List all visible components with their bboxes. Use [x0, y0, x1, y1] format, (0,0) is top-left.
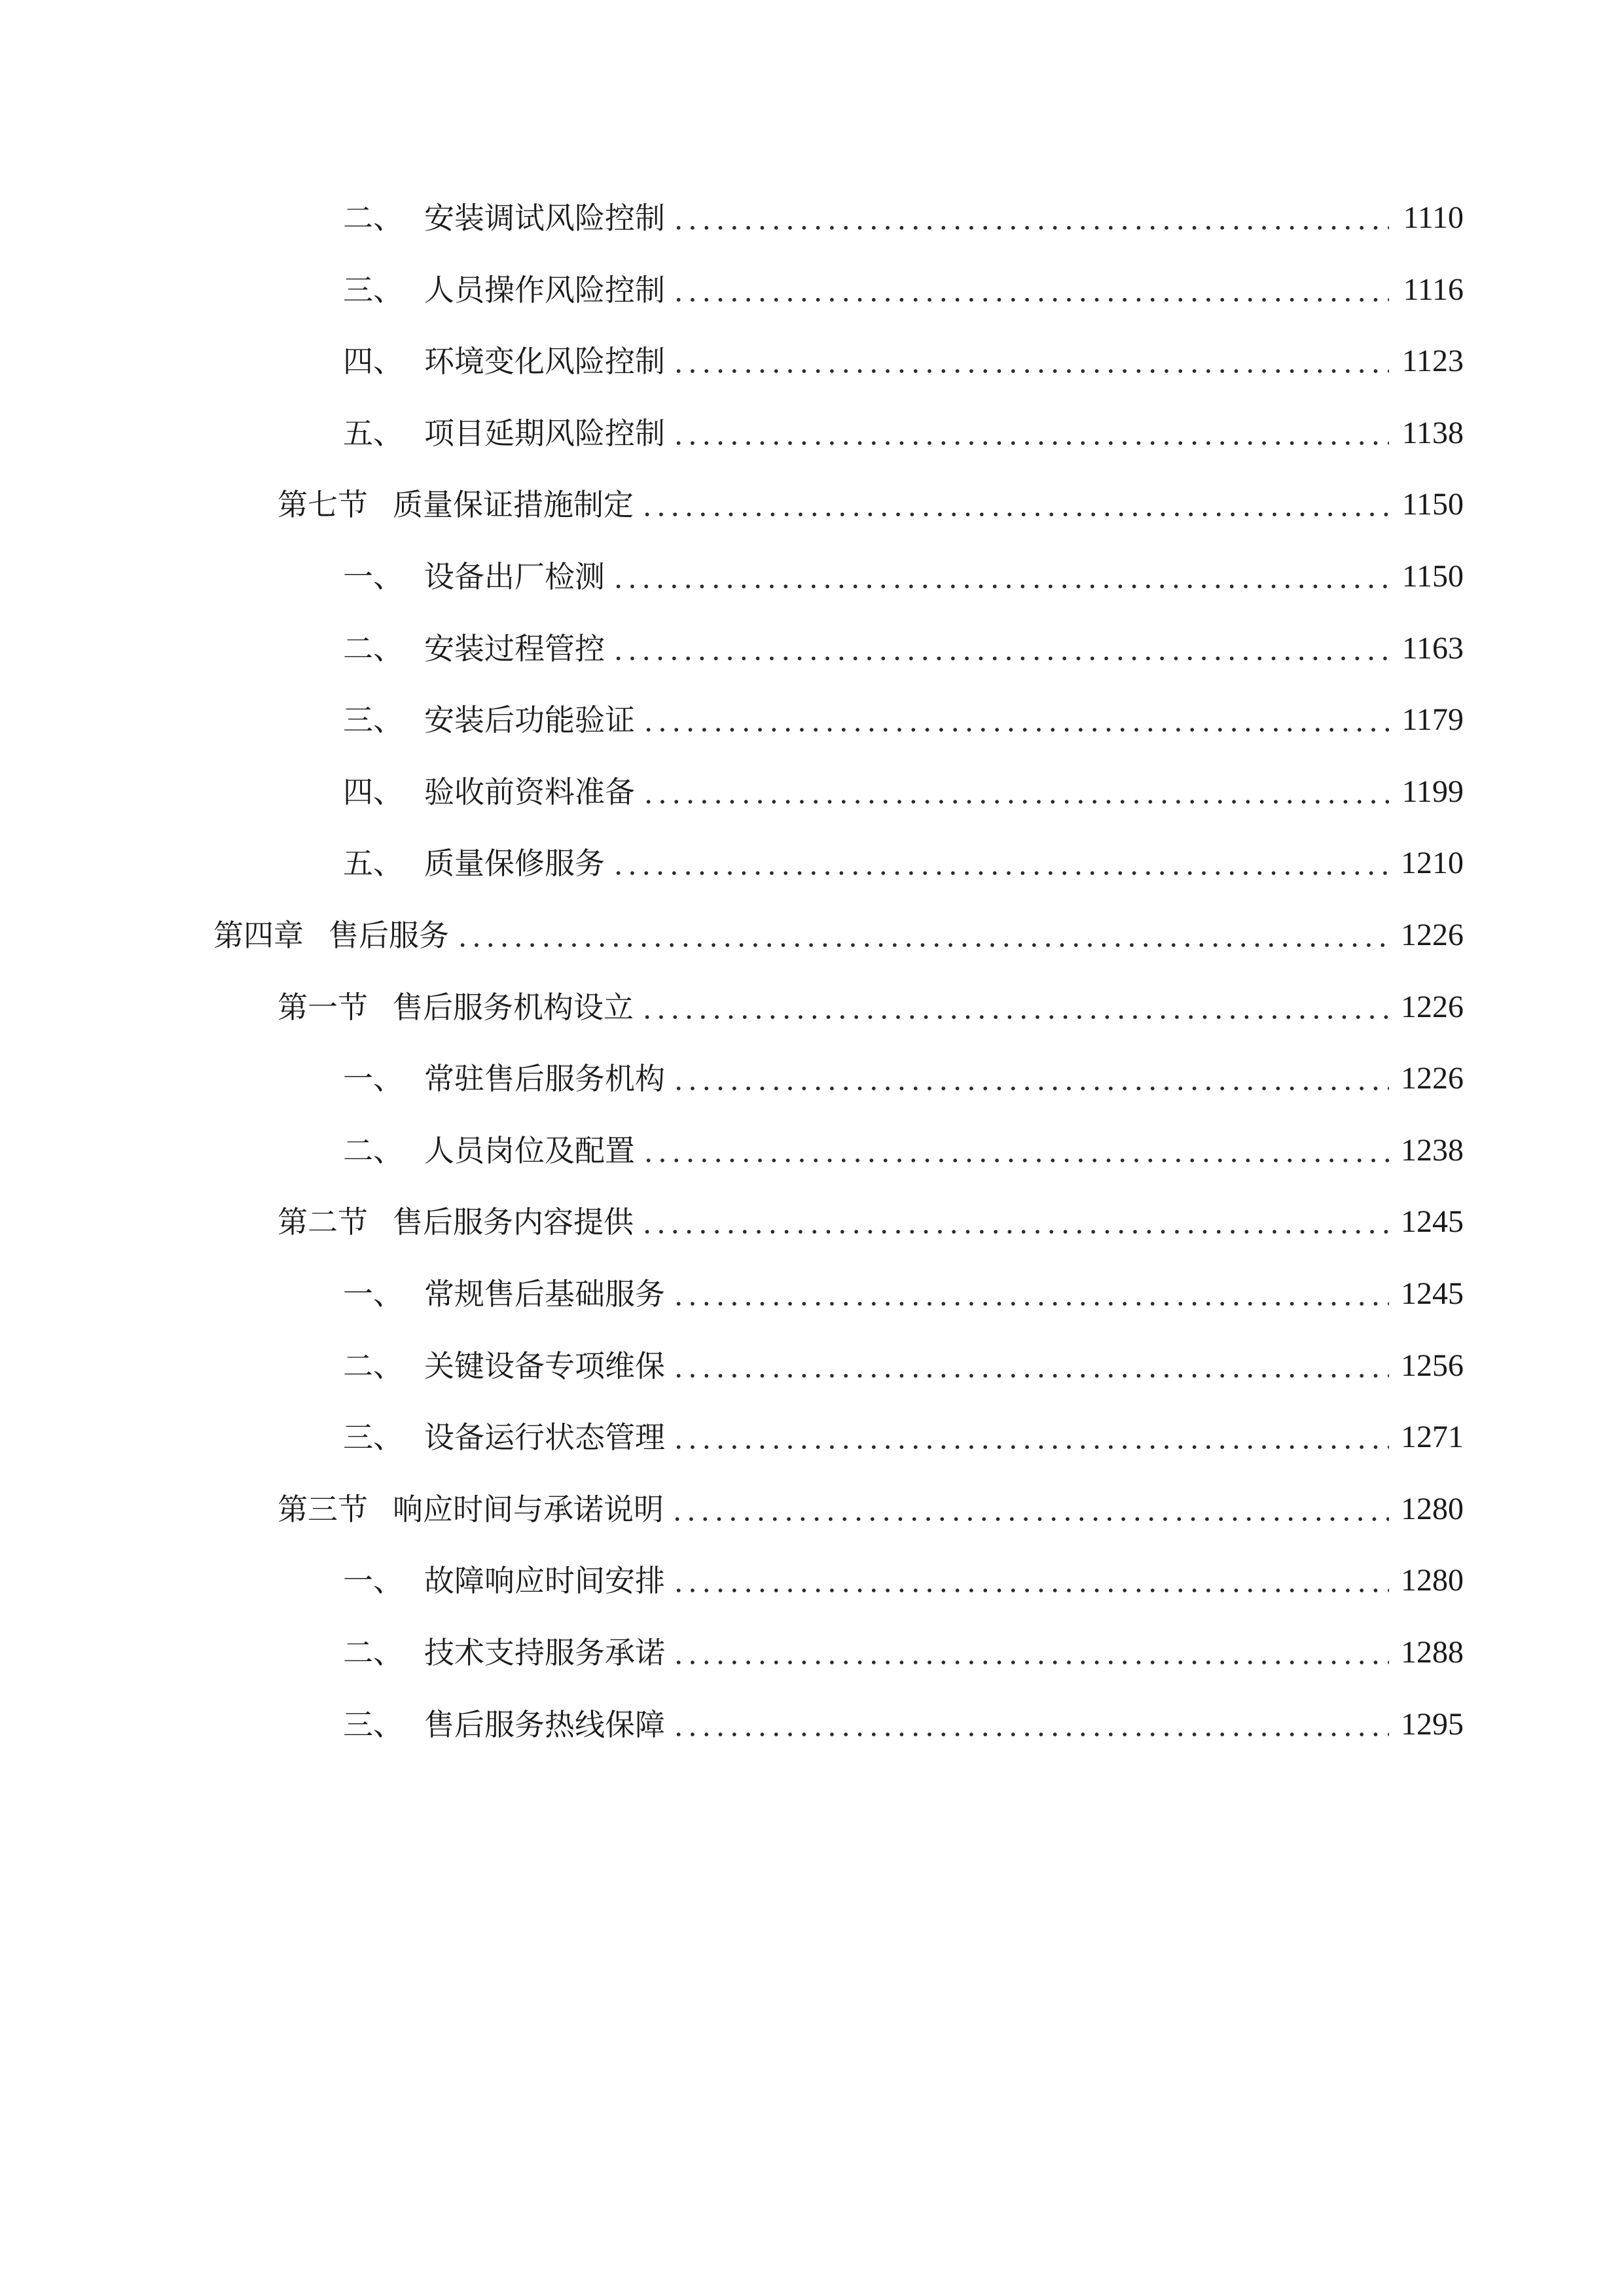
toc-entry-title: 项目延期风险控制 [424, 415, 665, 451]
toc-entry[interactable] [343, 1271, 1464, 1317]
dot-leader [670, 1486, 1389, 1532]
dot-leader [611, 626, 1389, 672]
dot-leader [672, 1630, 1389, 1676]
toc-entry-title: 安装过程管控 [424, 630, 605, 666]
toc-entry-number: 四、 [343, 774, 403, 810]
toc-entry-number: 第七节 [278, 487, 368, 523]
toc-entry-title: 售后服务机构设立 [393, 989, 634, 1025]
toc-entry-page-number: 1226 [1401, 989, 1464, 1024]
toc-entry-title: 常驻售后服务机构 [424, 1061, 665, 1097]
toc-entry-number: 三、 [343, 702, 403, 738]
toc-entry-number: 五、 [343, 846, 403, 882]
dot-leader [672, 1343, 1389, 1389]
dot-leader [640, 1199, 1389, 1245]
toc-entry-title: 关键设备专项维保 [424, 1348, 665, 1384]
toc-entry[interactable] [343, 1128, 1464, 1174]
toc-entry-number: 四、 [343, 344, 403, 380]
dot-leader [611, 840, 1389, 886]
toc-entry-number: 第二节 [278, 1204, 368, 1240]
toc-entry-title: 售后服务 [329, 918, 449, 953]
dot-leader [641, 697, 1389, 743]
dot-leader [641, 769, 1389, 815]
toc-entry-title: 技术支持服务承诺 [424, 1635, 665, 1670]
toc-entry[interactable] [343, 1702, 1464, 1748]
toc-entry-number: 三、 [343, 1420, 403, 1456]
dot-leader [672, 195, 1389, 241]
toc-entry[interactable] [343, 410, 1464, 456]
toc-entry-page-number: 1150 [1401, 487, 1464, 522]
toc-entry-page-number: 1288 [1401, 1635, 1464, 1670]
toc-entry-page-number: 1280 [1401, 1491, 1464, 1526]
dot-leader [641, 1128, 1389, 1174]
toc-entry-page-number: 1163 [1401, 630, 1464, 666]
toc-entry-page-number: 1123 [1401, 344, 1464, 379]
toc-entry-title: 安装后功能验证 [424, 702, 635, 738]
toc-entry-number: 二、 [343, 200, 403, 236]
dot-leader [672, 267, 1389, 313]
toc-entry-page-number: 1179 [1401, 702, 1464, 738]
toc-entry[interactable] [278, 984, 1464, 1030]
toc-entry-page-number: 1116 [1403, 272, 1464, 307]
toc-entry[interactable] [278, 1486, 1464, 1532]
toc-entry-page-number: 1238 [1401, 1132, 1464, 1168]
toc-entry[interactable] [343, 1558, 1464, 1604]
toc-entry-number: 二、 [343, 630, 403, 666]
toc-entry[interactable] [343, 1414, 1464, 1460]
dot-leader [672, 1271, 1389, 1317]
toc-entry-page-number: 1199 [1401, 774, 1464, 809]
toc-entry-title: 质量保修服务 [424, 846, 605, 882]
toc-entry-title: 安装调试风险控制 [424, 200, 665, 236]
toc-entry-title: 故障响应时间安排 [424, 1563, 665, 1599]
toc-entry[interactable] [343, 1630, 1464, 1676]
dot-leader [672, 1702, 1389, 1748]
toc-entry-page-number: 1226 [1401, 1061, 1464, 1096]
toc-entry-page-number: 1245 [1401, 1276, 1464, 1311]
toc-entry-title: 设备运行状态管理 [424, 1420, 665, 1456]
toc-entry-title: 验收前资料准备 [424, 774, 635, 810]
dot-leader [611, 554, 1389, 600]
toc-entry[interactable] [278, 1199, 1464, 1245]
toc-entry-number: 二、 [343, 1132, 403, 1168]
toc-entry-page-number: 1245 [1401, 1204, 1464, 1240]
dot-leader [456, 912, 1389, 958]
toc-entry[interactable] [278, 482, 1464, 528]
toc-entry-page-number: 1150 [1401, 559, 1464, 594]
dot-leader [672, 410, 1389, 456]
dot-leader [672, 1056, 1389, 1102]
toc-entry-number: 一、 [343, 559, 403, 594]
toc-entry-title: 设备出厂检测 [424, 559, 605, 594]
toc-entry[interactable] [343, 195, 1464, 241]
toc-entry[interactable] [343, 769, 1464, 815]
toc-entry-number: 二、 [343, 1348, 403, 1384]
toc-entry[interactable] [343, 840, 1464, 886]
toc-entry[interactable] [343, 338, 1464, 384]
toc-entry-page-number: 1110 [1403, 200, 1464, 235]
toc-entry-number: 第四章 [213, 918, 304, 953]
toc-entry-number: 一、 [343, 1563, 403, 1599]
toc-entry-number: 二、 [343, 1635, 403, 1670]
toc-entry-number: 第一节 [278, 989, 368, 1025]
dot-leader [672, 1558, 1389, 1604]
toc-entry-title: 质量保证措施制定 [393, 487, 634, 523]
toc-entry-page-number: 1210 [1401, 846, 1464, 881]
toc-entry-page-number: 1226 [1401, 918, 1464, 952]
dot-leader [640, 984, 1389, 1030]
toc-entry-page-number: 1280 [1401, 1563, 1464, 1598]
toc-entry-number: 一、 [343, 1276, 403, 1312]
toc-entry-title: 人员操作风险控制 [424, 272, 665, 308]
toc-entry[interactable] [343, 554, 1464, 600]
toc-entry-number: 三、 [343, 1706, 403, 1742]
toc-entry-page-number: 1295 [1401, 1706, 1464, 1742]
toc-entry-title: 人员岗位及配置 [424, 1132, 635, 1168]
toc-entry-title: 售后服务内容提供 [393, 1204, 634, 1240]
toc-entry-page-number: 1138 [1401, 415, 1464, 450]
dot-leader [640, 482, 1389, 528]
toc-entry-title: 售后服务热线保障 [424, 1706, 665, 1742]
toc-entry-title: 响应时间与承诺说明 [393, 1491, 664, 1527]
toc-entry-page-number: 1271 [1401, 1420, 1464, 1455]
toc-entry-number: 五、 [343, 415, 403, 451]
toc-entry-number: 三、 [343, 272, 403, 308]
dot-leader [672, 1414, 1389, 1460]
toc-entry[interactable] [213, 912, 1464, 958]
toc-entry[interactable] [343, 267, 1464, 313]
toc-entry-number: 第三节 [278, 1491, 368, 1527]
toc-entry[interactable] [343, 1056, 1464, 1102]
toc-entry[interactable] [343, 626, 1464, 672]
toc-entry-page-number: 1256 [1401, 1348, 1464, 1383]
toc-entry[interactable] [343, 1343, 1464, 1389]
toc-entry-number: 一、 [343, 1061, 403, 1097]
dot-leader [672, 338, 1389, 384]
toc-entry-title: 常规售后基础服务 [424, 1276, 665, 1312]
toc-entry[interactable] [343, 697, 1464, 743]
toc-entry-title: 环境变化风险控制 [424, 344, 665, 380]
